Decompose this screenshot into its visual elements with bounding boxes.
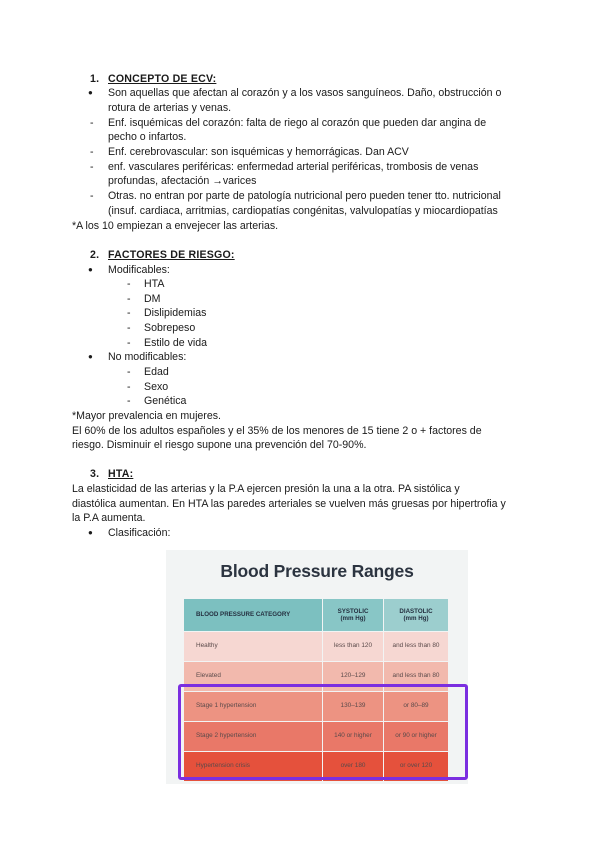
row-category: Stage 2 hypertension bbox=[184, 722, 322, 751]
row-diastolic: or 90 or higher bbox=[384, 722, 448, 751]
dash-icon: - bbox=[127, 381, 131, 393]
others-line-1: Otras. no entran por parte de patología nutricional pero pueden tener tto. nutricional bbox=[108, 190, 501, 202]
dash-icon: - bbox=[127, 293, 131, 305]
risk-factor-sobrepeso: Sobrepeso bbox=[144, 322, 196, 334]
risk-factor-estilo-de-vida: Estilo de vida bbox=[144, 337, 208, 349]
section-3-heading bbox=[90, 467, 133, 482]
row-systolic: over 180 bbox=[323, 752, 383, 781]
dash-icon: - bbox=[127, 278, 131, 290]
row-category: Elevated bbox=[184, 662, 322, 691]
dash-icon: - bbox=[90, 190, 94, 202]
bp-table-header bbox=[184, 599, 448, 631]
peripheral-vascular-line-2: profundas, afectación →varices bbox=[108, 175, 257, 187]
statistics-note-line-1: El 60% de los adultos españoles y el 35% de los menores de 15 tiene 2 o + factores de bbox=[72, 425, 482, 437]
prevalence-note: *Mayor prevalencia en mujeres. bbox=[72, 410, 221, 422]
dash-icon: - bbox=[127, 322, 131, 334]
peripheral-vascular-line-1: enf. vasculares periféricas: enfermedad arterial periféricas, trombosis de venas bbox=[108, 161, 479, 173]
row-diastolic: and less than 80 bbox=[384, 662, 448, 691]
section-1-number: 1. bbox=[90, 73, 100, 85]
arteries-aging-note: *A los 10 empiezan a envejecer las arterias. bbox=[72, 220, 279, 232]
row-diastolic: and less than 80 bbox=[384, 632, 448, 661]
table-row bbox=[184, 632, 448, 661]
header-category: BLOOD PRESSURE CATEGORY bbox=[184, 599, 322, 631]
risk-factor-dislipidemias: Dislipidemias bbox=[144, 307, 207, 319]
risk-factor-hta: HTA bbox=[144, 278, 165, 290]
section-1-heading bbox=[90, 72, 216, 87]
hta-paragraph-line-1: La elasticidad de las arterias y la P.A ejercen presión la una a la otra. PA sistólica y bbox=[72, 483, 460, 495]
cerebrovascular-line: Enf. cerebrovascular: son isquémicas y hemorrágicas. Dan ACV bbox=[108, 146, 409, 158]
classification-label: Clasificación: bbox=[108, 527, 171, 539]
section-3-title: HTA: bbox=[108, 468, 134, 480]
statistics-note-line-2: riesgo. Disminuir el riesgo supone una prevención del 70-90%. bbox=[72, 439, 367, 451]
bullet-icon: ● bbox=[88, 528, 93, 537]
section-1-title: CONCEPTO DE ECV: bbox=[108, 73, 217, 85]
section-2-number: 2. bbox=[90, 249, 100, 261]
row-diastolic: or 80–89 bbox=[384, 692, 448, 721]
ischemic-heart-line-1: Enf. isquémicas del corazón: falta de riego al corazón que pueden dar angina de bbox=[108, 117, 487, 129]
row-category: Hypertension crisis bbox=[184, 752, 322, 781]
dash-icon: - bbox=[127, 337, 131, 349]
risk-factor-dm: DM bbox=[144, 293, 161, 305]
dash-icon: - bbox=[127, 307, 131, 319]
section-2-heading bbox=[90, 248, 235, 263]
header-diastolic-label: DIASTOLIC bbox=[399, 607, 433, 615]
row-category: Stage 1 hypertension bbox=[184, 692, 322, 721]
bullet-icon: ● bbox=[88, 88, 93, 97]
row-diastolic: or over 120 bbox=[384, 752, 448, 781]
bullet-icon: ● bbox=[88, 265, 93, 274]
ecv-definition-line-2: rotura de arterias y venas. bbox=[108, 102, 232, 114]
dash-icon: - bbox=[90, 117, 94, 129]
row-systolic: 120–129 bbox=[323, 662, 383, 691]
bullet-icon: ● bbox=[88, 352, 93, 361]
row-category: Healthy bbox=[184, 632, 322, 661]
others-line-2: (insuf. cardiaca, arritmias, cardiopatías congénitas, valvulopatías y miocardiopatías bbox=[108, 205, 498, 217]
highlight-box bbox=[178, 684, 468, 780]
header-diastolic-unit: (mm Hg) bbox=[403, 615, 429, 622]
risk-factor-edad: Edad bbox=[144, 366, 169, 378]
header-systolic bbox=[323, 599, 383, 631]
header-systolic-unit: (mm Hg) bbox=[340, 615, 366, 622]
header-systolic-label: SYSTOLIC bbox=[337, 607, 369, 615]
header-diastolic bbox=[384, 599, 448, 631]
risk-factor-sexo: Sexo bbox=[144, 381, 169, 393]
section-2-title: FACTORES DE RIESGO: bbox=[108, 249, 235, 261]
row-systolic: less than 120 bbox=[323, 632, 383, 661]
dash-icon: - bbox=[127, 395, 131, 407]
hta-paragraph-line-3: la P.A aumenta. bbox=[72, 512, 146, 524]
section-3-number: 3. bbox=[90, 468, 100, 480]
risk-factor-genetica: Genética bbox=[144, 395, 187, 407]
dash-icon: - bbox=[90, 161, 94, 173]
modifiable-label: Modificables: bbox=[108, 264, 170, 276]
ecv-definition-line-1: Son aquellas que afectan al corazón y a los vasos sanguíneos. Daño, obstrucción o bbox=[108, 87, 502, 99]
ischemic-heart-line-2: pecho o infartos. bbox=[108, 131, 187, 143]
row-systolic: 140 or higher bbox=[323, 722, 383, 751]
dash-icon: - bbox=[127, 366, 131, 378]
dash-icon: - bbox=[90, 146, 94, 158]
hta-paragraph-line-2: diastólica aumentan. En HTA las paredes arteriales se vuelven más gruesas por hipertrofia y bbox=[72, 498, 506, 510]
row-systolic: 130–139 bbox=[323, 692, 383, 721]
non-modifiable-label: No modificables: bbox=[108, 351, 187, 363]
bp-figure-title: Blood Pressure Ranges bbox=[220, 561, 414, 581]
